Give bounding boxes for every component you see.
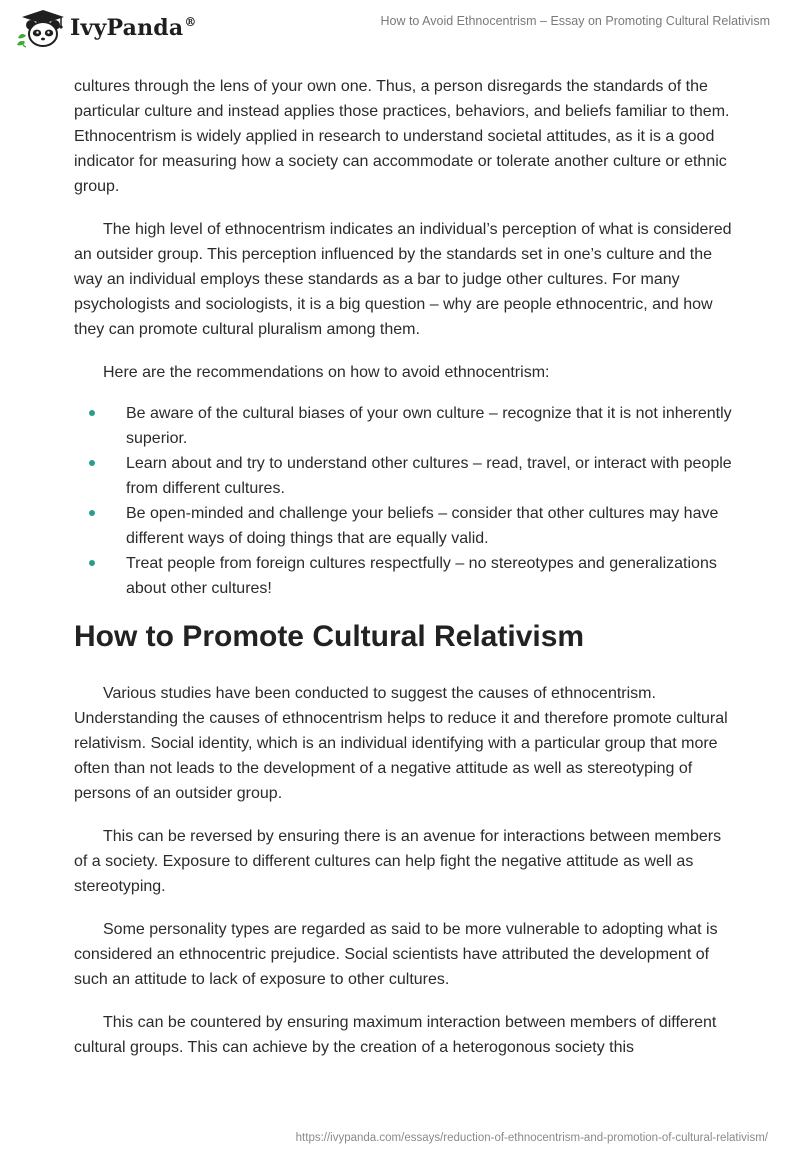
bullet-icon xyxy=(89,510,95,516)
paragraph: This can be countered by ensuring maximum interaction between members of different cultural groups. This can achieve by the creation of a heterogonous society this xyxy=(74,1014,717,1056)
essay-content xyxy=(74,74,734,1078)
paragraph: cultures through the lens of your own one. Thus, a person disregards the standards of the particular culture and instead applies those practices, behaviors, and beliefs familiar to them. Ethnocentrism is widely applied in research to understand societal attitudes, as it is a good indicator for measuring how a society can accommodate or tolerate another culture or ethnic group. xyxy=(74,78,730,195)
paragraph: Some personality types are regarded as said to be more vulnerable to adopting what is considered an ethnocentric prejudice. Social scientists have attributed the development of such an attitude to lack of exposure to other cultures. xyxy=(74,921,718,988)
bullet-icon xyxy=(89,410,95,416)
paragraph: This can be reversed by ensuring there is an avenue for interactions between members of a society. Exposure to different cultures can help fight the negative attitude as well as stereotyping. xyxy=(74,828,722,895)
list-item: Treat people from foreign cultures respectfully – no stereotypes and generalizations about other cultures! xyxy=(74,551,734,601)
ivypanda-logo[interactable] xyxy=(14,8,197,48)
panda-graduate-icon xyxy=(14,8,66,48)
document-title: How to Avoid Ethnocentrism – Essay on Promoting Cultural Relativism xyxy=(380,14,770,28)
list-item: Learn about and try to understand other cultures – read, travel, or interact with people from different cultures. xyxy=(74,451,734,501)
bullet-icon xyxy=(89,460,95,466)
paragraph: The high level of ethnocentrism indicates an individual’s perception of what is considered an outsider group. This perception influenced by the standards set in one’s culture and the way an individual employs these standards as a bar to judge other cultures. For many psychologists and sociologists, it is a big question – why are people ethnocentric, and how they can promote cultural pluralism among them. xyxy=(74,221,732,338)
paragraph: Various studies have been conducted to suggest the causes of ethnocentrism. Understanding the causes of ethnocentrism helps to reduce it and therefore promote cultural relativism. Social identity, which is an individual identifying with a particular group that more often than not leads to the development of a negative attitude as well as stereotyping of persons of an outsider group. xyxy=(74,685,728,802)
brand-name: IvyPanda® xyxy=(70,15,197,41)
paragraph: Here are the recommendations on how to avoid ethnocentrism: xyxy=(103,364,550,381)
page-header xyxy=(0,0,800,68)
recommendations-list xyxy=(74,401,734,601)
list-item: Be aware of the cultural biases of your own culture – recognize that it is not inherently superior. xyxy=(74,401,734,451)
section-heading: How to Promote Cultural Relativism xyxy=(74,620,585,653)
source-url-link[interactable]: https://ivypanda.com/essays/reduction-of-ethnocentrism-and-promotion-of-cultural-relativism/ xyxy=(295,1132,768,1144)
bullet-icon xyxy=(89,560,95,566)
list-item: Be open-minded and challenge your beliefs – consider that other cultures may have different ways of doing things that are equally valid. xyxy=(74,501,734,551)
